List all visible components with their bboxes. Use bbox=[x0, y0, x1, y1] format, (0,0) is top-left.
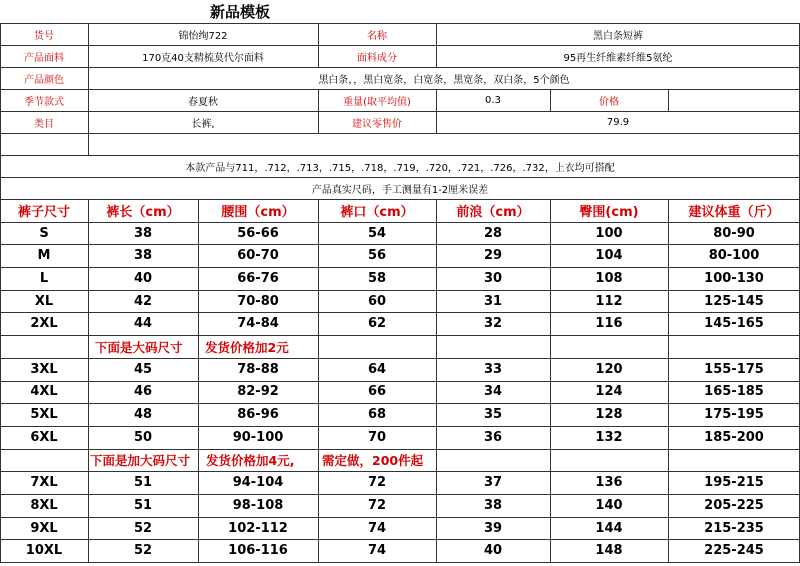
weight-label: 重量(取平均值) bbox=[343, 96, 411, 108]
size-table-cell: 44 bbox=[133, 316, 153, 332]
grid-vline bbox=[318, 290, 319, 313]
grid-vline bbox=[668, 89, 669, 111]
grid-vline bbox=[0, 358, 1, 381]
grid-vline bbox=[318, 471, 319, 494]
grid-hline bbox=[0, 517, 800, 518]
grid-hline bbox=[0, 426, 800, 427]
size-table-cell: 32 bbox=[483, 316, 503, 332]
grid-vline bbox=[0, 381, 1, 404]
size-table-cell: 90-100 bbox=[232, 429, 284, 445]
extra-large-size-note: 下面是加大码尺寸 bbox=[90, 453, 191, 469]
size-table-cell: 40 bbox=[483, 543, 503, 559]
fabric-label: 产品面料 bbox=[24, 52, 64, 64]
grid-hline bbox=[0, 290, 800, 291]
grid-vline bbox=[198, 267, 199, 290]
grid-hline bbox=[0, 177, 800, 178]
grid-vline bbox=[88, 199, 89, 222]
grid-vline bbox=[88, 539, 89, 562]
grid-vline bbox=[550, 222, 551, 245]
size-table-cell: 60 bbox=[367, 293, 387, 309]
size-table-cell: 155-175 bbox=[704, 361, 764, 377]
measurement-note: 产品真实尺码，手工测量有1-2厘米误差 bbox=[311, 184, 489, 196]
size-table-header-cell: 臀围(cm) bbox=[579, 204, 639, 220]
grid-vline bbox=[668, 403, 669, 426]
grid-vline bbox=[668, 381, 669, 404]
grid-vline bbox=[318, 358, 319, 381]
grid-vline bbox=[318, 494, 319, 517]
grid-vline bbox=[88, 381, 89, 404]
grid-vline bbox=[198, 335, 199, 358]
size-table-cell: 136 bbox=[595, 475, 623, 491]
grid-hline bbox=[0, 244, 800, 245]
size-table-cell: 66-76 bbox=[237, 270, 279, 286]
grid-hline bbox=[0, 471, 800, 472]
size-table-cell: 9XL bbox=[30, 520, 58, 536]
size-table-cell: 72 bbox=[367, 475, 387, 491]
size-table-cell: 124 bbox=[595, 384, 623, 400]
grid-vline bbox=[436, 403, 437, 426]
size-table-cell: 37 bbox=[483, 475, 503, 491]
grid-vline bbox=[198, 426, 199, 449]
size-table-cell: 148 bbox=[595, 543, 623, 559]
grid-vline bbox=[88, 267, 89, 290]
grid-vline bbox=[436, 381, 437, 404]
season-value: 春夏秋 bbox=[188, 96, 218, 108]
grid-vline bbox=[668, 222, 669, 245]
grid-vline bbox=[198, 290, 199, 313]
grid-vline bbox=[318, 267, 319, 290]
grid-vline bbox=[318, 426, 319, 449]
grid-vline bbox=[436, 494, 437, 517]
grid-vline bbox=[668, 290, 669, 313]
grid-vline bbox=[668, 244, 669, 267]
grid-vline bbox=[550, 517, 551, 540]
grid-vline bbox=[0, 244, 1, 267]
grid-vline bbox=[550, 471, 551, 494]
grid-vline bbox=[88, 449, 89, 472]
large-size-note: 下面是大码尺寸 bbox=[95, 339, 183, 355]
size-table-cell: 29 bbox=[483, 248, 503, 264]
large-size-price-note: 发货价格加2元 bbox=[205, 339, 289, 355]
size-table-cell: 225-245 bbox=[704, 543, 764, 559]
grid-hline bbox=[0, 539, 800, 540]
size-table-cell: 120 bbox=[595, 361, 623, 377]
size-table-cell: 50 bbox=[133, 429, 153, 445]
price-label: 价格 bbox=[599, 96, 619, 108]
size-table-cell: 175-195 bbox=[704, 407, 764, 423]
size-table-cell: 45 bbox=[133, 361, 153, 377]
grid-vline bbox=[198, 381, 199, 404]
size-table-cell: 51 bbox=[133, 475, 153, 491]
size-table-cell: 78-88 bbox=[237, 361, 279, 377]
size-table-cell: 7XL bbox=[30, 475, 58, 491]
size-table-cell: 104 bbox=[595, 248, 623, 264]
name-label: 名称 bbox=[367, 30, 387, 42]
size-table-cell: 94-104 bbox=[232, 475, 284, 491]
category-value: 长裤, bbox=[191, 118, 215, 130]
grid-vline bbox=[88, 290, 89, 313]
size-table-cell: 62 bbox=[367, 316, 387, 332]
grid-vline bbox=[550, 381, 551, 404]
grid-hline bbox=[0, 133, 800, 134]
grid-vline bbox=[436, 539, 437, 562]
size-table-cell: 56-66 bbox=[237, 225, 279, 241]
grid-vline bbox=[436, 290, 437, 313]
grid-vline bbox=[668, 539, 669, 562]
size-table-cell: 66 bbox=[367, 384, 387, 400]
fabric-value: 170克40支精梳莫代尔面料 bbox=[142, 52, 264, 64]
size-table-cell: 6XL bbox=[30, 429, 58, 445]
grid-vline bbox=[318, 244, 319, 267]
retail-price-value: 79.9 bbox=[606, 116, 630, 128]
size-table-cell: 56 bbox=[367, 248, 387, 264]
grid-vline bbox=[198, 471, 199, 494]
grid-vline bbox=[436, 267, 437, 290]
grid-vline bbox=[550, 89, 551, 111]
grid-hline bbox=[0, 449, 800, 450]
size-table-cell: 4XL bbox=[30, 384, 58, 400]
size-table-cell: S bbox=[39, 225, 49, 241]
grid-vline bbox=[318, 403, 319, 426]
grid-vline bbox=[668, 358, 669, 381]
size-table-cell: 58 bbox=[367, 270, 387, 286]
grid-vline bbox=[88, 494, 89, 517]
size-table-header-cell: 建议体重（斤） bbox=[688, 204, 780, 220]
size-table-cell: 144 bbox=[595, 520, 623, 536]
grid-hline bbox=[0, 222, 800, 223]
grid-vline bbox=[550, 267, 551, 290]
grid-vline bbox=[0, 290, 1, 313]
weight-value: 0.3 bbox=[485, 94, 501, 106]
size-table-cell: 35 bbox=[483, 407, 503, 423]
size-table-cell: 60-70 bbox=[237, 248, 279, 264]
composition-label: 面料成分 bbox=[357, 52, 397, 64]
size-table-cell: 52 bbox=[133, 543, 153, 559]
size-table-cell: 2XL bbox=[30, 316, 58, 332]
grid-vline bbox=[88, 403, 89, 426]
size-table-cell: 48 bbox=[133, 407, 153, 423]
grid-vline bbox=[318, 335, 319, 358]
size-table-cell: 39 bbox=[483, 520, 503, 536]
size-table-cell: 112 bbox=[595, 293, 623, 309]
grid-vline bbox=[198, 403, 199, 426]
grid-vline bbox=[436, 449, 437, 472]
size-table-cell: 38 bbox=[483, 497, 503, 513]
size-table-cell: 34 bbox=[483, 384, 503, 400]
grid-vline bbox=[0, 471, 1, 494]
size-table-cell: 80-90 bbox=[713, 225, 755, 241]
grid-vline bbox=[436, 358, 437, 381]
size-table-header-cell: 裤口（cm） bbox=[340, 204, 414, 220]
size-table-cell: 8XL bbox=[30, 497, 58, 513]
grid-vline bbox=[436, 244, 437, 267]
size-table-cell: 165-185 bbox=[704, 384, 764, 400]
size-table-cell: 74 bbox=[367, 543, 387, 559]
grid-hline bbox=[0, 335, 800, 336]
color-value: 黑白条，，黑白宽条，白宽条，黑宽条，双白条，5个颜色 bbox=[318, 74, 570, 86]
extra-large-price-note: 发货价格加4元, bbox=[206, 453, 295, 469]
custom-order-note: 需定做，200件起 bbox=[322, 453, 424, 469]
size-table-cell: 30 bbox=[483, 270, 503, 286]
grid-vline bbox=[668, 335, 669, 358]
size-table-cell: 5XL bbox=[30, 407, 58, 423]
grid-vline bbox=[436, 222, 437, 245]
size-table-cell: 46 bbox=[133, 384, 153, 400]
grid-vline bbox=[198, 199, 199, 222]
grid-vline bbox=[88, 244, 89, 267]
grid-vline bbox=[550, 403, 551, 426]
price-value bbox=[668, 89, 800, 111]
grid-vline bbox=[550, 358, 551, 381]
size-table-cell: 70 bbox=[367, 429, 387, 445]
size-table-cell: 42 bbox=[133, 293, 153, 309]
size-table-cell: 82-92 bbox=[237, 384, 279, 400]
grid-vline bbox=[88, 517, 89, 540]
grid-hline bbox=[0, 562, 800, 563]
size-table-cell: 195-215 bbox=[704, 475, 764, 491]
grid-vline bbox=[436, 23, 437, 67]
grid-vline bbox=[436, 89, 437, 133]
grid-vline bbox=[0, 449, 1, 472]
grid-vline bbox=[198, 517, 199, 540]
grid-vline bbox=[436, 471, 437, 494]
grid-vline bbox=[668, 426, 669, 449]
size-table-cell: 38 bbox=[133, 225, 153, 241]
grid-hline bbox=[0, 381, 800, 382]
size-table-cell: M bbox=[37, 248, 51, 264]
grid-vline bbox=[436, 312, 437, 335]
grid-vline bbox=[668, 312, 669, 335]
category-label: 类目 bbox=[34, 118, 54, 130]
size-table-header-cell: 前浪（cm） bbox=[456, 204, 530, 220]
size-table-cell: 38 bbox=[133, 248, 153, 264]
grid-vline bbox=[0, 23, 1, 199]
size-table-cell: 36 bbox=[483, 429, 503, 445]
sheet-title: 新品模板 bbox=[209, 3, 270, 21]
grid-vline bbox=[318, 539, 319, 562]
grid-vline bbox=[198, 494, 199, 517]
grid-vline bbox=[88, 471, 89, 494]
grid-vline bbox=[88, 312, 89, 335]
grid-vline bbox=[0, 539, 1, 562]
size-table-cell: 80-100 bbox=[708, 248, 760, 264]
size-table-header-cell: 裤长（cm） bbox=[106, 204, 180, 220]
grid-vline bbox=[0, 312, 1, 335]
grid-vline bbox=[88, 426, 89, 449]
grid-vline bbox=[0, 267, 1, 290]
grid-hline bbox=[0, 155, 800, 156]
size-table-cell: 86-96 bbox=[237, 407, 279, 423]
size-table-cell: 40 bbox=[133, 270, 153, 286]
grid-vline bbox=[668, 449, 669, 472]
size-table-cell: 102-112 bbox=[228, 520, 288, 536]
grid-vline bbox=[550, 449, 551, 472]
grid-vline bbox=[550, 494, 551, 517]
size-table-cell: 51 bbox=[133, 497, 153, 513]
name-value: 黑白条短裤 bbox=[593, 30, 643, 42]
grid-vline bbox=[668, 494, 669, 517]
grid-hline bbox=[0, 67, 800, 68]
grid-hline bbox=[0, 111, 800, 112]
color-label: 产品颜色 bbox=[24, 74, 64, 86]
grid-vline bbox=[0, 426, 1, 449]
grid-hline bbox=[0, 494, 800, 495]
size-table-cell: 3XL bbox=[30, 361, 58, 377]
size-table-cell: 145-165 bbox=[704, 316, 764, 332]
grid-hline bbox=[0, 358, 800, 359]
grid-vline bbox=[0, 199, 1, 222]
grid-vline bbox=[668, 267, 669, 290]
grid-vline bbox=[318, 89, 319, 133]
grid-vline bbox=[88, 335, 89, 358]
size-table-cell: L bbox=[39, 270, 49, 286]
item-no-label: 货号 bbox=[34, 30, 54, 42]
grid-vline bbox=[550, 312, 551, 335]
size-table-cell: 70-80 bbox=[237, 293, 279, 309]
size-table-cell: 28 bbox=[483, 225, 503, 241]
size-table-cell: XL bbox=[34, 293, 54, 309]
grid-vline bbox=[198, 222, 199, 245]
grid-vline bbox=[668, 199, 669, 222]
grid-vline bbox=[198, 312, 199, 335]
grid-vline bbox=[550, 335, 551, 358]
size-table-cell: 140 bbox=[595, 497, 623, 513]
size-table-cell: 74-84 bbox=[237, 316, 279, 332]
grid-vline bbox=[550, 426, 551, 449]
size-table-cell: 68 bbox=[367, 407, 387, 423]
size-table-cell: 185-200 bbox=[704, 429, 764, 445]
grid-vline bbox=[550, 290, 551, 313]
grid-vline bbox=[668, 471, 669, 494]
grid-vline bbox=[318, 312, 319, 335]
grid-vline bbox=[198, 244, 199, 267]
grid-vline bbox=[0, 335, 1, 358]
grid-vline bbox=[550, 539, 551, 562]
grid-vline bbox=[318, 449, 319, 472]
size-table-cell: 205-225 bbox=[704, 497, 764, 513]
grid-vline bbox=[318, 199, 319, 222]
item-no-value: 锦怡绚722 bbox=[178, 30, 228, 42]
retail-price-label: 建议零售价 bbox=[352, 118, 402, 130]
grid-vline bbox=[88, 222, 89, 245]
grid-vline bbox=[436, 199, 437, 222]
size-table-cell: 74 bbox=[367, 520, 387, 536]
season-label: 季节款式 bbox=[24, 96, 64, 108]
grid-vline bbox=[436, 517, 437, 540]
size-table-header-cell: 腰围（cm） bbox=[221, 204, 295, 220]
grid-vline bbox=[550, 244, 551, 267]
grid-vline bbox=[88, 23, 89, 111]
size-table-cell: 52 bbox=[133, 520, 153, 536]
grid-hline bbox=[0, 312, 800, 313]
grid-vline bbox=[88, 111, 89, 155]
size-table-cell: 108 bbox=[595, 270, 623, 286]
composition-value: 95再生纤维素纤维5氨纶 bbox=[563, 52, 673, 64]
grid-hline bbox=[0, 45, 800, 46]
size-table-cell: 128 bbox=[595, 407, 623, 423]
size-table-cell: 106-116 bbox=[228, 543, 288, 559]
size-table-cell: 98-108 bbox=[232, 497, 284, 513]
matching-note: 本款产品与711，.712，.713，.715，.718，.719，.720，.721，.726，.732，上衣均可搭配 bbox=[185, 162, 615, 174]
grid-vline bbox=[0, 403, 1, 426]
grid-vline bbox=[550, 199, 551, 222]
grid-hline bbox=[0, 89, 800, 90]
size-table-cell: 215-235 bbox=[704, 520, 764, 536]
size-table-cell: 100-130 bbox=[704, 270, 764, 286]
grid-vline bbox=[0, 494, 1, 517]
size-table-cell: 64 bbox=[367, 361, 387, 377]
grid-vline bbox=[318, 222, 319, 245]
grid-vline bbox=[436, 426, 437, 449]
grid-vline bbox=[318, 381, 319, 404]
grid-vline bbox=[668, 517, 669, 540]
grid-vline bbox=[436, 335, 437, 358]
grid-vline bbox=[0, 222, 1, 245]
grid-vline bbox=[198, 539, 199, 562]
size-table-cell: 33 bbox=[483, 361, 503, 377]
grid-vline bbox=[318, 23, 319, 67]
grid-hline bbox=[0, 267, 800, 268]
size-table-cell: 125-145 bbox=[704, 293, 764, 309]
grid-vline bbox=[198, 358, 199, 381]
grid-vline bbox=[318, 517, 319, 540]
grid-vline bbox=[0, 517, 1, 540]
grid-hline bbox=[0, 403, 800, 404]
size-table-cell: 116 bbox=[595, 316, 623, 332]
size-table-cell: 31 bbox=[483, 293, 503, 309]
grid-vline bbox=[88, 358, 89, 381]
size-table-header-cell: 裤子尺寸 bbox=[17, 204, 70, 220]
grid-hline bbox=[0, 199, 800, 200]
grid-hline bbox=[0, 23, 800, 24]
size-table-cell: 54 bbox=[367, 225, 387, 241]
size-table-cell: 10XL bbox=[25, 543, 63, 559]
size-table-cell: 72 bbox=[367, 497, 387, 513]
size-table-cell: 100 bbox=[595, 225, 623, 241]
grid-vline bbox=[198, 449, 199, 472]
size-table-cell: 132 bbox=[595, 429, 623, 445]
